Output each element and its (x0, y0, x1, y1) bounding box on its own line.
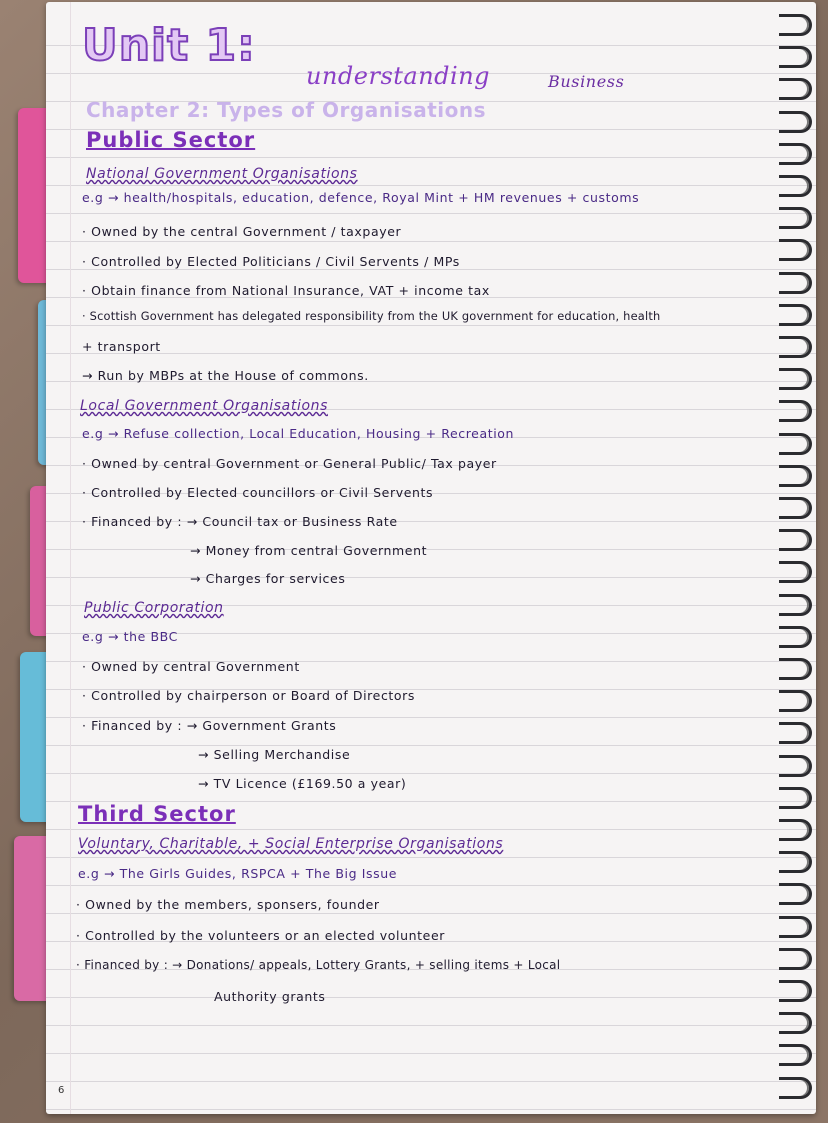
binding-ring (779, 207, 812, 229)
binding-ring (779, 304, 812, 326)
national-line: → Run by MBPs at the House of commons. (82, 368, 369, 383)
title-main: understanding (306, 62, 491, 90)
local-line: → Money from central Government (190, 543, 428, 558)
binding-ring (779, 175, 812, 197)
local-heading: Local Government Organisations (80, 398, 328, 414)
binding-ring (779, 368, 812, 390)
binding-ring (779, 272, 812, 294)
binding-ring (779, 722, 812, 744)
binding-ring (779, 626, 812, 648)
voluntary-line: e.g → The Girls Guides, RSPCA + The Big Issue (78, 866, 398, 881)
binding-ring (779, 658, 812, 680)
spiral-binding (776, 10, 816, 1110)
binding-ring (779, 497, 812, 519)
binding-ring (779, 1012, 812, 1034)
voluntary-line: Authority grants (214, 989, 326, 1004)
chapter-title: Chapter 2: Types of Organisations (86, 98, 486, 122)
corporation-line: e.g → the BBC (82, 629, 178, 644)
title-sub: Business (548, 72, 625, 91)
binding-ring (779, 1044, 812, 1066)
binding-ring (779, 1077, 812, 1099)
margin-line (70, 2, 71, 1114)
voluntary-heading: Voluntary, Charitable, + Social Enterprise Organisations (78, 836, 504, 852)
binding-ring (779, 594, 812, 616)
local-line: · Controlled by Elected councillors or Civil Servents (82, 485, 434, 500)
voluntary-line: · Financed by : → Donations/ appeals, Lottery Grants, + selling items + Local (76, 958, 561, 972)
national-line: e.g → health/hospitals, education, defence, Royal Mint + HM revenues + customs (82, 190, 640, 205)
national-line: · Obtain finance from National Insurance, VAT + income tax (82, 283, 490, 298)
binding-ring (779, 690, 812, 712)
corporation-line: · Financed by : → Government Grants (82, 718, 337, 733)
binding-ring (779, 143, 812, 165)
binding-ring (779, 336, 812, 358)
page-number: 6 (58, 1085, 65, 1096)
local-line: → Charges for services (190, 571, 346, 586)
binding-ring (779, 46, 812, 68)
binding-ring (779, 883, 812, 905)
local-line: · Financed by : → Council tax or Business Rate (82, 514, 398, 529)
corporation-line: · Controlled by chairperson or Board of Directors (82, 688, 416, 703)
binding-ring (779, 787, 812, 809)
national-line: · Controlled by Elected Politicians / Civil Servents / MPs (82, 254, 460, 269)
binding-ring (779, 78, 812, 100)
title-unit: Unit 1: (82, 20, 256, 71)
national-heading: National Government Organisations (86, 166, 358, 182)
voluntary-line: · Owned by the members, sponsers, founder (76, 897, 380, 912)
national-line: · Owned by the central Government / taxpayer (82, 224, 402, 239)
local-line: e.g → Refuse collection, Local Education, Housing + Recreation (82, 426, 515, 441)
national-line: · Scottish Government has delegated responsibility from the UK government for education, health (82, 309, 661, 323)
binding-ring (779, 111, 812, 133)
national-line: + transport (82, 339, 161, 354)
binding-ring (779, 948, 812, 970)
notebook-page (46, 2, 816, 1114)
binding-ring (779, 465, 812, 487)
binding-ring (779, 14, 812, 36)
corporation-heading: Public Corporation (84, 600, 224, 616)
local-line: · Owned by central Government or General Public/ Tax payer (82, 456, 497, 471)
binding-ring (779, 239, 812, 261)
voluntary-line: · Controlled by the volunteers or an elected volunteer (76, 928, 445, 943)
third-sector-heading: Third Sector (78, 802, 236, 826)
binding-ring (779, 916, 812, 938)
binding-ring (779, 529, 812, 551)
corporation-line: → Selling Merchandise (198, 747, 351, 762)
binding-ring (779, 851, 812, 873)
binding-ring (779, 819, 812, 841)
binding-ring (779, 433, 812, 455)
binding-ring (779, 980, 812, 1002)
corporation-line: · Owned by central Government (82, 659, 300, 674)
corporation-line: → TV Licence (£169.50 a year) (198, 776, 407, 791)
binding-ring (779, 400, 812, 422)
binding-ring (779, 755, 812, 777)
binding-ring (779, 561, 812, 583)
public-sector-heading: Public Sector (86, 128, 256, 152)
